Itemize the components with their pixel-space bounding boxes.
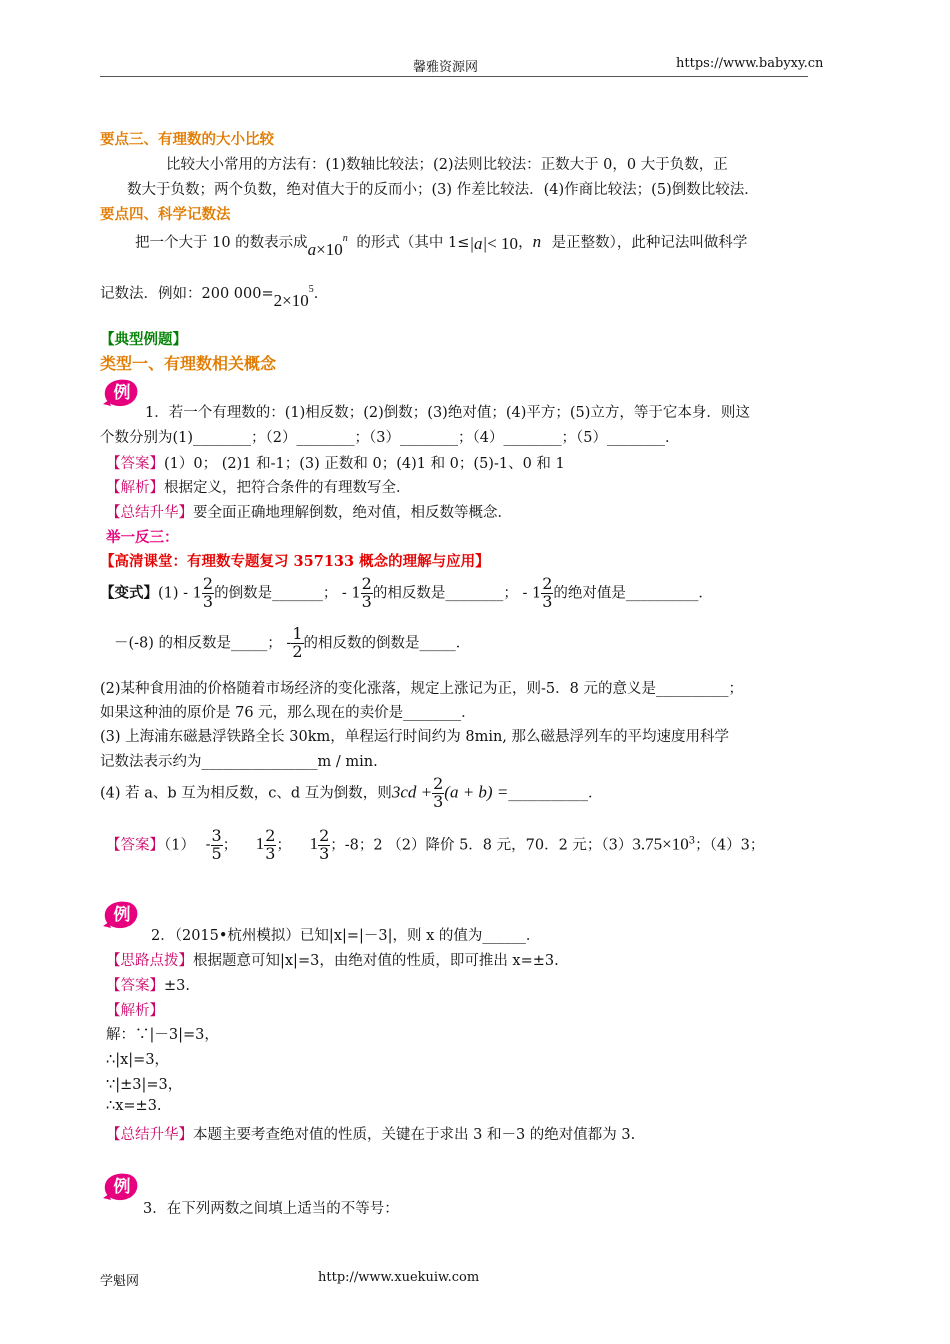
variation-line-5: (3) 上海浦东磁悬浮铁路全长 30km，单程运行时间约为 8min, 那么磁悬浮列车的平均速度用科学: [100, 729, 730, 745]
example-2-answer: 【答案】±3.: [106, 978, 190, 994]
example-2-analysis-label: 【解析】: [106, 1003, 164, 1019]
svg-text:例: 例: [113, 905, 131, 925]
svg-text:例: 例: [113, 1177, 131, 1197]
header-divider: [100, 76, 808, 77]
header-url[interactable]: https://www.babyxy.cn: [676, 56, 824, 71]
example-2-step-4: ∴x=±3.: [106, 1098, 162, 1114]
variation-line-1: 【变式】(1) - 1 $\frac{2}{3}$ 的倒数是_______； - 1 $\frac{2}{3}$ 的相反数是________； - 1 $\frac{2}{3}$ 的绝对值是__________．: [100, 574, 713, 611]
example-3-question: 3．在下列两数之间填上适当的不等号：: [143, 1201, 399, 1217]
typical-examples-heading: 【典型例题】: [100, 331, 187, 348]
practice-heading: 举一反三：: [106, 529, 179, 546]
section-4-para-2: 记数法．例如：200 $000=2\times 10^5$．: [100, 284, 329, 310]
example-2-question: 2．（2015•杭州模拟）已知|x|=|－3|，则 x 的值为______．: [151, 928, 541, 944]
example-badge-icon: [101, 376, 141, 408]
example-1-summary: 【总结升华】要全面正确地理解倒数，绝对值，相反数等概念．: [106, 505, 512, 521]
section-4-title: 要点四、科学记数法: [100, 206, 231, 223]
example-2-step-1: 解：∵|－3|=3，: [106, 1027, 219, 1043]
variation-line-4: 如果这种油的原价是 76 元，那么现在的卖价是________．: [100, 705, 476, 721]
example-badge-icon: [101, 1170, 141, 1202]
variation-line-2: －(-8) 的相反数是_____； - $\frac{1}{2}$ 的相反数的倒数是_____．: [114, 624, 471, 661]
section-4-para-1: 把一个大于 10 的数表示成$a\times 10^n$ 的形式（其中 1≤|a|< 10，n 是正整数），此种记法叫做科学: [135, 232, 748, 259]
type-1-heading: 类型一、有理数相关概念: [100, 354, 277, 373]
section-3-title: 要点三、有理数的大小比较: [100, 131, 274, 148]
section-3-line-2: 数大于负数；两个负数，绝对值大于的反而小；(3) 作差比较法．(4)作商比较法；(5)倒数比较法．: [127, 182, 759, 198]
example-1-answer: 【答案】(1）0； (2)1 和-1；(3) 正数和 0；(4)1 和 0；(5)-1、0 和 1: [106, 456, 565, 472]
example-2-summary: 【总结升华】本题主要考查绝对值的性质，关键在于求出 3 和－3 的绝对值都为 3.: [106, 1127, 636, 1143]
example-2-step-2: ∴|x|=3，: [106, 1052, 170, 1068]
example-1-question-line-1: 1．若一个有理数的：(1)相反数；(2)倒数；(3)绝对值；(4)平方；(5)立方，等于它本身．则这: [145, 405, 750, 421]
example-1-question-line-2: 个数分别为(1)________；（2）________；（3）________；（4）________；（5）________．: [100, 430, 680, 446]
header-site: 馨雅资源网: [413, 60, 479, 75]
example-badge-icon: [101, 898, 141, 930]
hd-class-heading: 【高清课堂：有理数专题复习 357133 概念的理解与应用】: [100, 553, 490, 570]
example-2-step-3: ∵|±3|=3，: [106, 1077, 183, 1093]
footer-site: 学魁网: [100, 1274, 140, 1289]
example-2-hint: 【思路点拨】根据题意可知|x|=3，由绝对值的性质，即可推出 x=±3.: [106, 953, 559, 969]
example-1-analysis: 【解析】根据定义，把符合条件的有理数写全．: [106, 480, 411, 496]
footer-url[interactable]: http://www.xuekuiw.com: [318, 1270, 480, 1285]
variation-line-6: 记数法表示约为________________m / min.: [100, 754, 378, 770]
variation-answer: 【答案】（1） - $\frac{3}{5}$ ； 1 $\frac{2}{3}$ ； 1 $\frac{2}{3}$ ；-8；2 （2）降价 5．8 元，70．2 元；$(3)3.75\times 10^3$；（4）3；: [106, 826, 765, 863]
variation-line-3: (2)某种食用油的价格随着市场经济的变化涨落，规定上涨记为正，则-5．8 元的意义是__________；: [100, 681, 743, 697]
svg-text:例: 例: [113, 383, 131, 403]
variation-line-7: (4) 若 a、b 互为相反数，c、d 互为倒数，则3cd + $\frac{2}{3}$ (a + b) =___________．: [100, 774, 603, 811]
section-3-line-1: 比较大小常用的方法有：(1)数轴比较法；(2)法则比较法：正数大于 0，0 大于负数，正: [166, 157, 728, 173]
